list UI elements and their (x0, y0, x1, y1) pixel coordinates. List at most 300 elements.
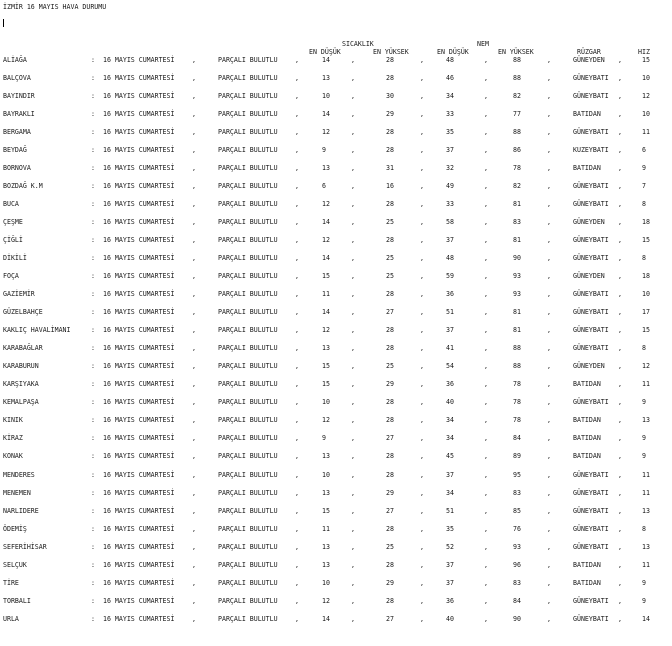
temp-max-cell: 29 (386, 110, 394, 119)
colon-separator: : (91, 398, 95, 407)
colon-separator: : (91, 74, 95, 82)
comma-separator: , (484, 452, 488, 461)
temp-max-cell: 28 (386, 236, 394, 245)
comma-separator: , (192, 236, 196, 245)
comma-separator: , (484, 254, 488, 263)
humidity-min-cell: 40 (446, 614, 454, 623)
date-cell: 16 MAYIS CUMARTESİ (103, 56, 175, 64)
comma-separator: , (295, 164, 299, 173)
date-cell: 16 MAYIS CUMARTESİ (103, 416, 175, 425)
colon-separator: : (91, 578, 95, 587)
humidity-min-cell: 40 (446, 398, 454, 407)
date-cell: 16 MAYIS CUMARTESİ (103, 398, 175, 407)
table-row (0, 218, 672, 228)
wind-direction-cell: GÜNEYDEN (573, 362, 605, 371)
temp-max-cell: 28 (386, 452, 394, 461)
comma-separator: , (547, 272, 551, 281)
location-cell: GÜZELBAHÇE (3, 308, 43, 317)
comma-separator: , (547, 416, 551, 425)
comma-separator: , (547, 254, 551, 263)
temp-max-cell: 27 (386, 614, 394, 623)
comma-separator: , (618, 506, 622, 515)
wind-direction-cell: GÜNEYBATI (573, 488, 609, 497)
colon-separator: : (91, 560, 95, 569)
colon-separator: : (91, 236, 95, 245)
wind-direction-cell: GÜNEYBATI (573, 614, 609, 623)
comma-separator: , (192, 218, 196, 227)
humidity-min-cell: 52 (446, 542, 454, 551)
humidity-max-cell: 78 (513, 380, 521, 389)
location-cell: BERGAMA (3, 128, 31, 137)
temp-min-cell: 12 (322, 326, 330, 335)
humidity-min-cell: 58 (446, 218, 454, 227)
condition-cell: PARÇALI BULUTLU (218, 380, 278, 389)
header-ruzgar: RÜZGAR (577, 48, 601, 56)
comma-separator: , (192, 578, 196, 587)
comma-separator: , (351, 182, 355, 191)
comma-separator: , (192, 434, 196, 443)
comma-separator: , (618, 218, 622, 227)
comma-separator: , (484, 506, 488, 515)
colon-separator: : (91, 308, 95, 317)
comma-separator: , (618, 488, 622, 497)
comma-separator: , (547, 326, 551, 335)
wind-speed-cell: 13 (642, 506, 650, 515)
temp-min-cell: 6 (322, 182, 326, 191)
temp-min-cell: 12 (322, 128, 330, 137)
condition-cell: PARÇALI BULUTLU (218, 470, 278, 479)
temp-max-cell: 25 (386, 218, 394, 227)
table-row (0, 344, 672, 354)
temp-min-cell: 12 (322, 200, 330, 209)
table-row (0, 398, 672, 408)
header-nem: NEM (477, 40, 489, 48)
comma-separator: , (351, 254, 355, 263)
comma-separator: , (192, 128, 196, 137)
temp-max-cell: 27 (386, 506, 394, 515)
comma-separator: , (295, 218, 299, 227)
colon-separator: : (91, 128, 95, 137)
table-row (0, 471, 672, 481)
comma-separator: , (547, 560, 551, 569)
wind-direction-cell: GÜNEYDEN (573, 218, 605, 227)
comma-separator: , (351, 542, 355, 551)
temp-max-cell: 27 (386, 434, 394, 443)
humidity-min-cell: 36 (446, 290, 454, 299)
header-hum-min: EN DÜŞÜK (437, 48, 469, 56)
humidity-min-cell: 36 (446, 596, 454, 605)
comma-separator: , (351, 326, 355, 335)
date-cell: 16 MAYIS CUMARTESİ (103, 380, 175, 389)
comma-separator: , (484, 398, 488, 407)
comma-separator: , (295, 56, 299, 64)
comma-separator: , (618, 470, 622, 479)
condition-cell: PARÇALI BULUTLU (218, 344, 278, 353)
wind-direction-cell: BATIDAN (573, 164, 601, 173)
location-cell: KİRAZ (3, 434, 23, 443)
temp-min-cell: 12 (322, 596, 330, 605)
wind-direction-cell: GÜNEYBATI (573, 470, 609, 479)
comma-separator: , (484, 164, 488, 173)
date-cell: 16 MAYIS CUMARTESİ (103, 542, 175, 551)
temp-min-cell: 9 (322, 146, 326, 155)
comma-separator: , (192, 326, 196, 335)
date-cell: 16 MAYIS CUMARTESİ (103, 506, 175, 515)
date-cell: 16 MAYIS CUMARTESİ (103, 164, 175, 173)
location-cell: SELÇUK (3, 560, 27, 569)
humidity-max-cell: 78 (513, 164, 521, 173)
date-cell: 16 MAYIS CUMARTESİ (103, 146, 175, 155)
humidity-max-cell: 93 (513, 542, 521, 551)
date-cell: 16 MAYIS CUMARTESİ (103, 326, 175, 335)
comma-separator: , (547, 380, 551, 389)
wind-speed-cell: 11 (642, 380, 650, 389)
condition-cell: PARÇALI BULUTLU (218, 290, 278, 299)
comma-separator: , (192, 74, 196, 82)
comma-separator: , (547, 236, 551, 245)
temp-min-cell: 12 (322, 416, 330, 425)
wind-speed-cell: 11 (642, 470, 650, 479)
comma-separator: , (351, 272, 355, 281)
table-row (0, 92, 672, 102)
location-cell: ÇİĞLİ (3, 236, 23, 245)
comma-separator: , (295, 362, 299, 371)
humidity-min-cell: 34 (446, 92, 454, 100)
comma-separator: , (351, 614, 355, 623)
location-cell: KINIK (3, 416, 23, 425)
condition-cell: PARÇALI BULUTLU (218, 452, 278, 461)
comma-separator: , (547, 56, 551, 64)
comma-separator: , (420, 218, 424, 227)
humidity-max-cell: 86 (513, 146, 521, 155)
comma-separator: , (192, 416, 196, 425)
comma-separator: , (192, 290, 196, 299)
comma-separator: , (618, 182, 622, 191)
condition-cell: PARÇALI BULUTLU (218, 236, 278, 245)
comma-separator: , (420, 110, 424, 119)
comma-separator: , (192, 362, 196, 371)
humidity-max-cell: 90 (513, 254, 521, 263)
date-cell: 16 MAYIS CUMARTESİ (103, 560, 175, 569)
temp-min-cell: 11 (322, 524, 330, 533)
comma-separator: , (484, 344, 488, 353)
comma-separator: , (618, 200, 622, 209)
humidity-max-cell: 84 (513, 434, 521, 443)
comma-separator: , (547, 92, 551, 100)
temp-min-cell: 14 (322, 254, 330, 263)
humidity-max-cell: 96 (513, 560, 521, 569)
location-cell: ALİAĞA (3, 56, 27, 64)
location-cell: ÇEŞME (3, 218, 23, 227)
comma-separator: , (618, 74, 622, 82)
table-row (0, 110, 672, 120)
comma-separator: , (618, 362, 622, 371)
comma-separator: , (484, 218, 488, 227)
comma-separator: , (295, 236, 299, 245)
comma-separator: , (420, 344, 424, 353)
comma-separator: , (484, 92, 488, 100)
temp-min-cell: 15 (322, 362, 330, 371)
comma-separator: , (547, 128, 551, 137)
temp-min-cell: 12 (322, 236, 330, 245)
wind-direction-cell: GÜNEYDEN (573, 56, 605, 64)
date-cell: 16 MAYIS CUMARTESİ (103, 470, 175, 479)
table-row (0, 56, 672, 66)
humidity-max-cell: 90 (513, 614, 521, 623)
temp-min-cell: 13 (322, 344, 330, 353)
humidity-min-cell: 35 (446, 128, 454, 137)
condition-cell: PARÇALI BULUTLU (218, 92, 278, 100)
condition-cell: PARÇALI BULUTLU (218, 614, 278, 623)
comma-separator: , (351, 560, 355, 569)
temp-max-cell: 25 (386, 272, 394, 281)
wind-direction-cell: BATIDAN (573, 110, 601, 119)
colon-separator: : (91, 182, 95, 191)
condition-cell: PARÇALI BULUTLU (218, 416, 278, 425)
wind-direction-cell: BATIDAN (573, 452, 601, 461)
comma-separator: , (295, 452, 299, 461)
temp-max-cell: 28 (386, 74, 394, 82)
humidity-min-cell: 37 (446, 326, 454, 335)
temp-min-cell: 14 (322, 308, 330, 317)
comma-separator: , (295, 542, 299, 551)
wind-speed-cell: 15 (642, 236, 650, 245)
comma-separator: , (547, 614, 551, 623)
comma-separator: , (351, 452, 355, 461)
temp-min-cell: 10 (322, 470, 330, 479)
wind-speed-cell: 9 (642, 434, 646, 443)
comma-separator: , (547, 344, 551, 353)
comma-separator: , (192, 254, 196, 263)
comma-separator: , (484, 596, 488, 605)
comma-separator: , (351, 362, 355, 371)
comma-separator: , (295, 488, 299, 497)
colon-separator: : (91, 614, 95, 623)
comma-separator: , (420, 164, 424, 173)
comma-separator: , (420, 200, 424, 209)
wind-speed-cell: 9 (642, 578, 646, 587)
comma-separator: , (295, 290, 299, 299)
humidity-max-cell: 85 (513, 506, 521, 515)
location-cell: KAKLIÇ HAVALİMANI (3, 326, 71, 335)
header-hiz: HIZ (638, 48, 650, 56)
comma-separator: , (618, 398, 622, 407)
colon-separator: : (91, 596, 95, 605)
table-row (0, 452, 672, 462)
humidity-max-cell: 88 (513, 344, 521, 353)
wind-speed-cell: 8 (642, 254, 646, 263)
comma-separator: , (618, 596, 622, 605)
wind-direction-cell: GÜNEYBATI (573, 92, 609, 100)
temp-max-cell: 28 (386, 560, 394, 569)
table-row (0, 182, 672, 192)
temp-min-cell: 14 (322, 110, 330, 119)
comma-separator: , (192, 272, 196, 281)
temp-max-cell: 28 (386, 470, 394, 479)
condition-cell: PARÇALI BULUTLU (218, 524, 278, 533)
location-cell: BAYINDIR (3, 92, 35, 100)
temp-max-cell: 25 (386, 362, 394, 371)
location-cell: DİKİLİ (3, 254, 27, 263)
colon-separator: : (91, 470, 95, 479)
temp-min-cell: 13 (322, 164, 330, 173)
colon-separator: : (91, 200, 95, 209)
location-cell: SEFERİHİSAR (3, 542, 47, 551)
location-cell: ÖDEMİŞ (3, 524, 27, 533)
temp-max-cell: 28 (386, 524, 394, 533)
comma-separator: , (295, 524, 299, 533)
comma-separator: , (618, 542, 622, 551)
table-row (0, 579, 672, 589)
humidity-max-cell: 89 (513, 452, 521, 461)
wind-speed-cell: 9 (642, 398, 646, 407)
temp-max-cell: 28 (386, 344, 394, 353)
comma-separator: , (484, 614, 488, 623)
comma-separator: , (618, 128, 622, 137)
comma-separator: , (192, 488, 196, 497)
comma-separator: , (484, 56, 488, 64)
date-cell: 16 MAYIS CUMARTESİ (103, 362, 175, 371)
comma-separator: , (351, 74, 355, 82)
comma-separator: , (351, 308, 355, 317)
comma-separator: , (295, 398, 299, 407)
humidity-max-cell: 78 (513, 398, 521, 407)
comma-separator: , (484, 488, 488, 497)
comma-separator: , (484, 200, 488, 209)
date-cell: 16 MAYIS CUMARTESİ (103, 182, 175, 191)
humidity-min-cell: 32 (446, 164, 454, 173)
temp-min-cell: 14 (322, 56, 330, 64)
comma-separator: , (192, 380, 196, 389)
table-row (0, 146, 672, 156)
comma-separator: , (547, 218, 551, 227)
wind-direction-cell: GÜNEYBATI (573, 398, 609, 407)
condition-cell: PARÇALI BULUTLU (218, 308, 278, 317)
comma-separator: , (547, 110, 551, 119)
temp-max-cell: 28 (386, 290, 394, 299)
comma-separator: , (351, 578, 355, 587)
humidity-min-cell: 36 (446, 380, 454, 389)
location-cell: KARŞIYAKA (3, 380, 39, 389)
comma-separator: , (420, 272, 424, 281)
comma-separator: , (192, 506, 196, 515)
colon-separator: : (91, 164, 95, 173)
colon-separator: : (91, 326, 95, 335)
condition-cell: PARÇALI BULUTLU (218, 128, 278, 137)
comma-separator: , (351, 524, 355, 533)
comma-separator: , (420, 542, 424, 551)
comma-separator: , (484, 470, 488, 479)
humidity-min-cell: 51 (446, 506, 454, 515)
comma-separator: , (484, 578, 488, 587)
condition-cell: PARÇALI BULUTLU (218, 326, 278, 335)
table-row (0, 525, 672, 535)
comma-separator: , (295, 416, 299, 425)
comma-separator: , (351, 398, 355, 407)
colon-separator: : (91, 506, 95, 515)
comma-separator: , (618, 578, 622, 587)
comma-separator: , (420, 146, 424, 155)
comma-separator: , (420, 380, 424, 389)
wind-direction-cell: GÜNEYBATI (573, 344, 609, 353)
date-cell: 16 MAYIS CUMARTESİ (103, 524, 175, 533)
wind-direction-cell: GÜNEYBATI (573, 506, 609, 515)
comma-separator: , (295, 74, 299, 82)
comma-separator: , (618, 416, 622, 425)
location-cell: BAYRAKLI (3, 110, 35, 119)
comma-separator: , (618, 344, 622, 353)
comma-separator: , (618, 236, 622, 245)
comma-separator: , (618, 272, 622, 281)
temp-min-cell: 9 (322, 434, 326, 443)
comma-separator: , (420, 290, 424, 299)
comma-separator: , (547, 524, 551, 533)
location-cell: BEYDAĞ (3, 146, 27, 155)
comma-separator: , (618, 290, 622, 299)
comma-separator: , (351, 434, 355, 443)
colon-separator: : (91, 488, 95, 497)
comma-separator: , (547, 434, 551, 443)
wind-direction-cell: BATIDAN (573, 578, 601, 587)
comma-separator: , (618, 560, 622, 569)
humidity-max-cell: 78 (513, 416, 521, 425)
comma-separator: , (420, 236, 424, 245)
comma-separator: , (547, 362, 551, 371)
humidity-min-cell: 49 (446, 182, 454, 191)
comma-separator: , (618, 308, 622, 317)
comma-separator: , (547, 578, 551, 587)
location-cell: TİRE (3, 578, 19, 587)
comma-separator: , (351, 290, 355, 299)
temp-max-cell: 28 (386, 326, 394, 335)
condition-cell: PARÇALI BULUTLU (218, 182, 278, 191)
comma-separator: , (351, 596, 355, 605)
table-row (0, 507, 672, 517)
temp-max-cell: 29 (386, 488, 394, 497)
wind-speed-cell: 15 (642, 56, 650, 64)
comma-separator: , (295, 578, 299, 587)
humidity-max-cell: 88 (513, 56, 521, 64)
humidity-max-cell: 83 (513, 488, 521, 497)
condition-cell: PARÇALI BULUTLU (218, 362, 278, 371)
temp-min-cell: 14 (322, 614, 330, 623)
humidity-min-cell: 34 (446, 434, 454, 443)
wind-speed-cell: 8 (642, 344, 646, 353)
wind-direction-cell: GÜNEYBATI (573, 542, 609, 551)
date-cell: 16 MAYIS CUMARTESİ (103, 272, 175, 281)
comma-separator: , (295, 470, 299, 479)
date-cell: 16 MAYIS CUMARTESİ (103, 92, 175, 100)
comma-separator: , (547, 74, 551, 82)
comma-separator: , (351, 380, 355, 389)
comma-separator: , (295, 146, 299, 155)
humidity-max-cell: 81 (513, 200, 521, 209)
comma-separator: , (192, 560, 196, 569)
comma-separator: , (484, 308, 488, 317)
humidity-min-cell: 45 (446, 452, 454, 461)
header-temp-max: EN YÜKSEK (373, 48, 409, 56)
comma-separator: , (295, 254, 299, 263)
date-cell: 16 MAYIS CUMARTESİ (103, 578, 175, 587)
date-cell: 16 MAYIS CUMARTESİ (103, 110, 175, 119)
wind-direction-cell: GÜNEYBATI (573, 290, 609, 299)
wind-speed-cell: 10 (642, 110, 650, 119)
comma-separator: , (351, 92, 355, 100)
wind-direction-cell: GÜNEYBATI (573, 200, 609, 209)
temp-max-cell: 28 (386, 56, 394, 64)
wind-speed-cell: 13 (642, 542, 650, 551)
comma-separator: , (547, 200, 551, 209)
